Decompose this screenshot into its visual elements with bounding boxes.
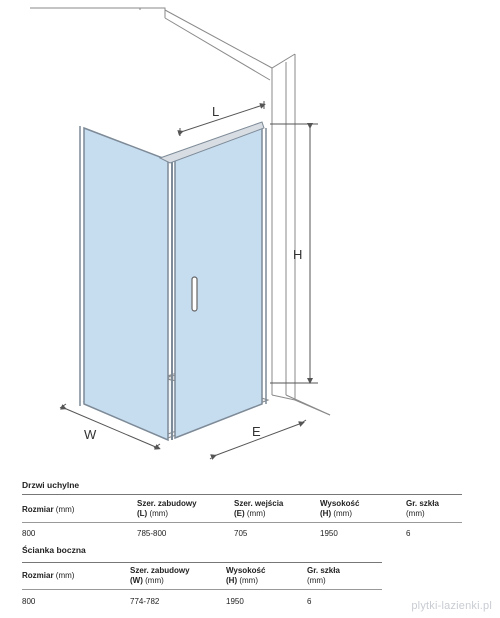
door-col-height: Wysokość (H) (mm): [320, 499, 360, 518]
door-table-top-rule: [22, 494, 462, 495]
side-row-height: 1950: [226, 597, 244, 606]
door-col-entry: Szer. wejścia (E) (mm): [234, 499, 284, 518]
door-col-size: Rozmiar (mm): [22, 505, 75, 514]
side-row-glass: 6: [307, 597, 312, 606]
side-panel: [80, 126, 168, 440]
side-table-top-rule: [22, 562, 382, 563]
hinged-door: [160, 122, 266, 440]
door-row-entry: 705: [234, 529, 248, 538]
side-row-width: 774-782: [130, 597, 160, 606]
label-h: H: [293, 247, 303, 262]
side-col-width: Szer. zabudowy (W) (mm): [130, 566, 190, 585]
door-col-glass: Gr. szkła (mm): [406, 499, 439, 518]
door-row-height: 1950: [320, 529, 338, 538]
door-row-glass: 6: [406, 529, 411, 538]
label-e: E: [252, 424, 261, 439]
label-l: L: [212, 104, 220, 119]
door-table-mid-rule: [22, 522, 462, 523]
door-table-title: Drzwi uchylne: [22, 480, 80, 490]
label-w: W: [84, 427, 97, 442]
side-table-title: Ścianka boczna: [22, 545, 86, 555]
side-row-size: 800: [22, 597, 36, 606]
side-table-mid-rule: [22, 589, 382, 590]
door-col-width: Szer. zabudowy (L) (mm): [137, 499, 197, 518]
side-col-height: Wysokość (H) (mm): [226, 566, 266, 585]
side-col-size: Rozmiar (mm): [22, 571, 75, 580]
watermark: plytki-lazienki.pl: [411, 600, 492, 612]
door-handle: [192, 277, 197, 311]
side-col-glass: Gr. szkła (mm): [307, 566, 340, 585]
door-row-size: 800: [22, 529, 36, 538]
door-row-width: 785-800: [137, 529, 167, 538]
